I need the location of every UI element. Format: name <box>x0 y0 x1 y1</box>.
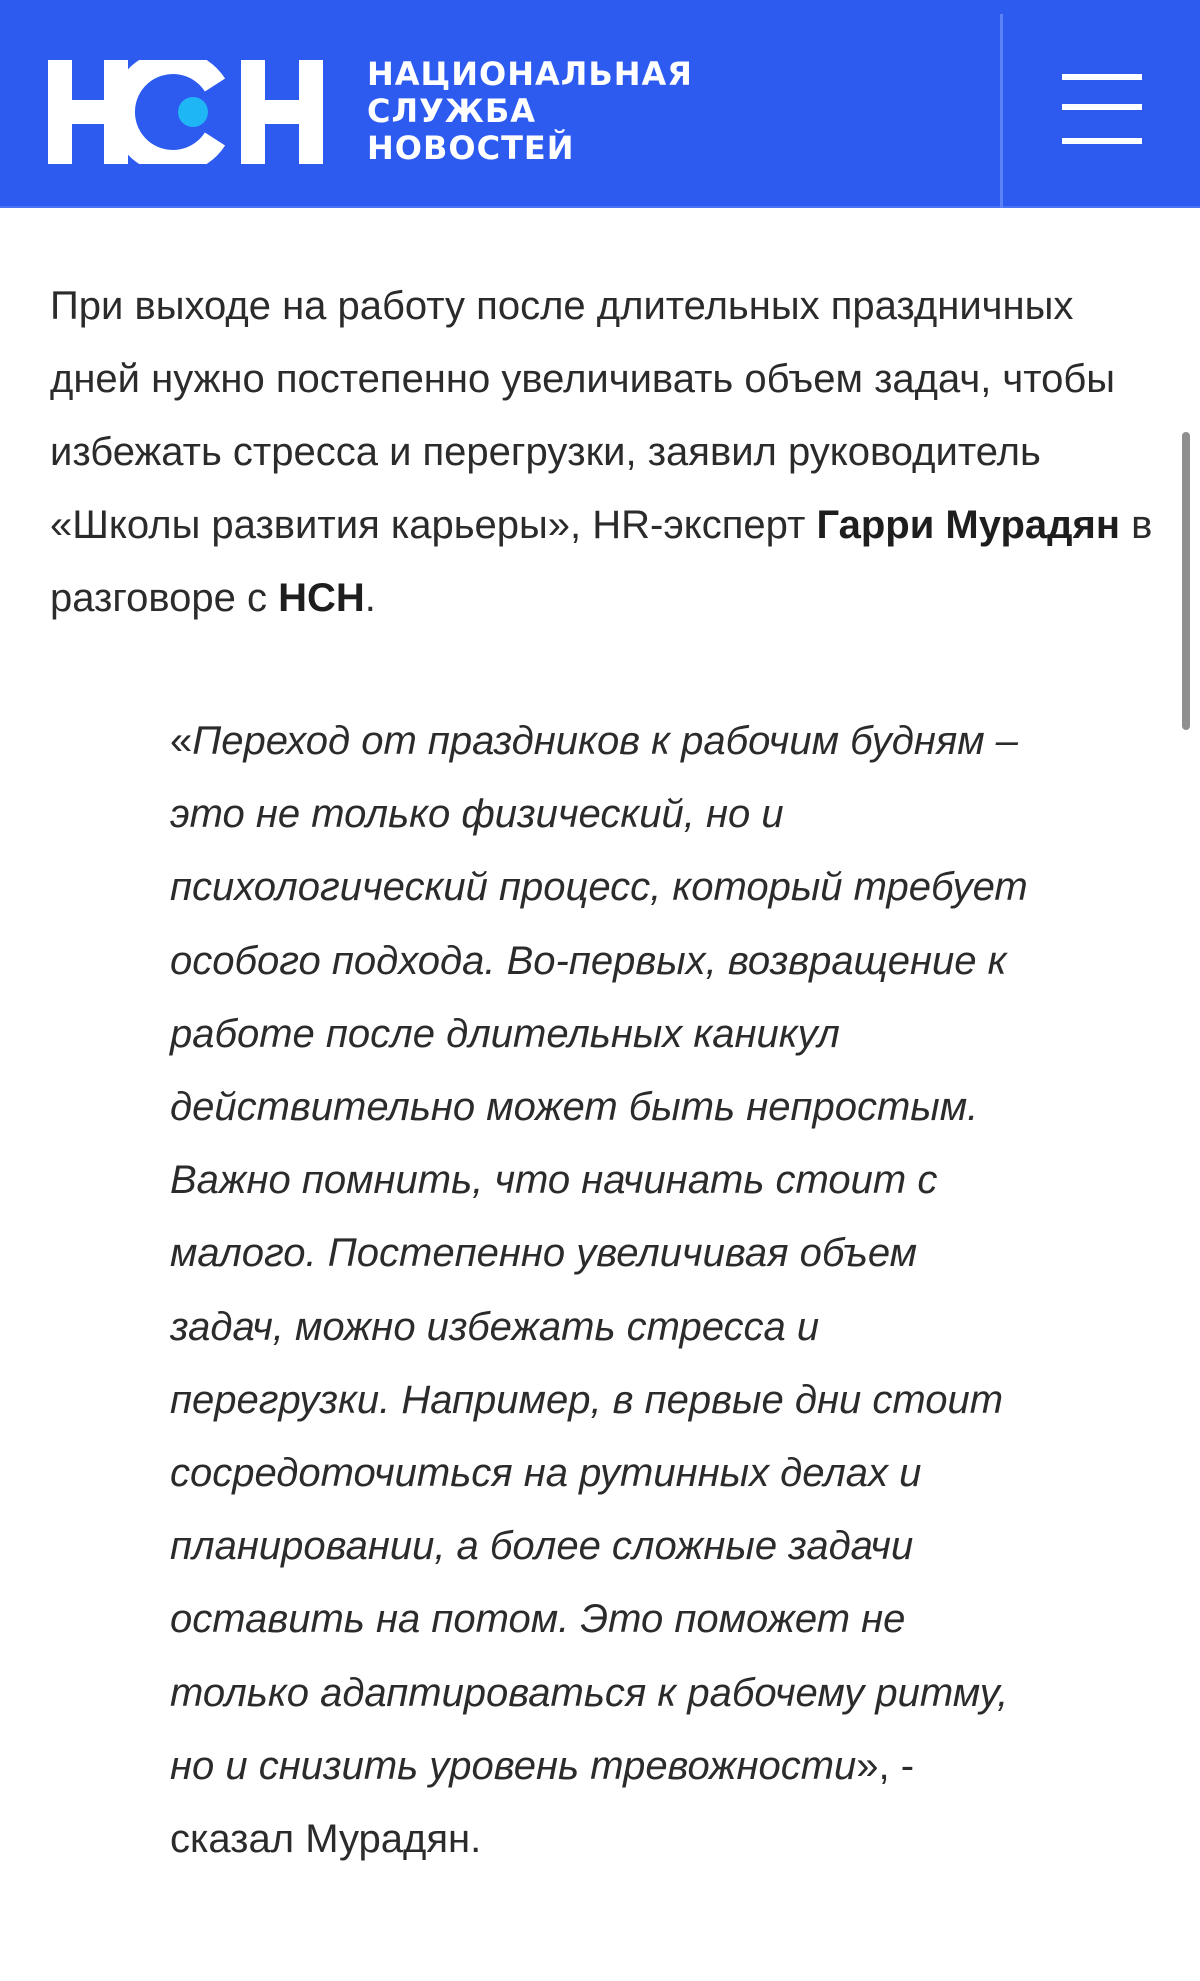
menu-bar <box>1062 74 1142 80</box>
nsn-logo[interactable] <box>48 60 323 164</box>
hamburger-menu-icon[interactable] <box>1062 74 1142 148</box>
header-divider <box>1000 14 1003 208</box>
article-lead <box>50 270 1160 635</box>
lead-text-middle: в разговоре с <box>50 503 1153 620</box>
site-name-line-1: НАЦИОНАЛЬНАЯ <box>367 55 693 93</box>
site-name[interactable] <box>367 56 693 167</box>
quote-attribution: », - сказал Мурадян. <box>170 1743 915 1862</box>
expert-quote <box>170 705 1040 1876</box>
quote-body: Переход от праздников к рабочим будням – это не только физический, но и психологический процесс, который требует особого подхода. Во-первых, возвращение к работе после длительных каникул действительно может быть непростым. Важно помнить, что начинать стоит с малого. Постепенно увеличивая объем задач, можно избежать стресса и перегрузки. Например, в первые дни стоит сосредоточиться на рутинных делах и планировании, а более сложные задачи оставить на потом. Это поможет не только адаптироваться к рабочему ритму, но и снизить уровень тревожности <box>170 719 1028 1788</box>
menu-bar <box>1062 104 1142 110</box>
site-header <box>0 0 1200 208</box>
lead-text: При выходе на работу после длительных праздничных дней нужно постепенно увеличивать объем задач, чтобы избежать стресса и перегрузки, заявил руководитель «Школы развития карьеры», HR-эксперт <box>50 284 1116 547</box>
page-scrollbar[interactable] <box>1182 432 1190 730</box>
source-name: НСН <box>278 576 365 620</box>
lead-text-end: . <box>364 576 376 620</box>
site-name-line-2: СЛУЖБА <box>367 92 537 130</box>
expert-name: Гарри Мурадян <box>816 503 1121 547</box>
menu-bar <box>1062 138 1142 144</box>
quote-open-mark: « <box>170 719 193 763</box>
site-name-line-3: НОВОСТЕЙ <box>367 129 575 167</box>
